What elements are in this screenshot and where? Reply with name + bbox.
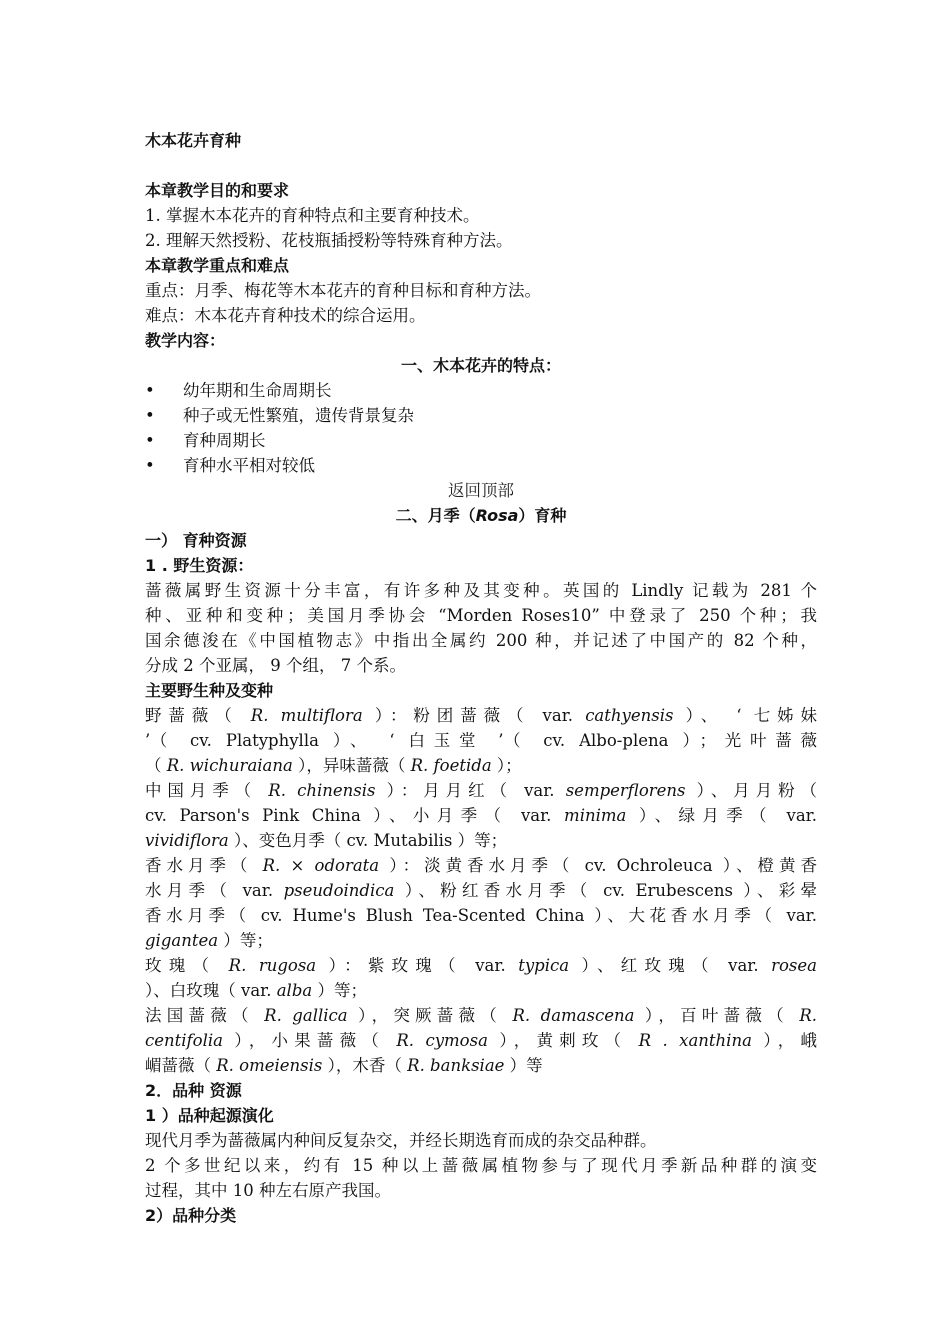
section2-heading (145, 503, 817, 528)
species-latin: R. rugosa (228, 956, 317, 975)
back-to-top-link[interactable]: 返回顶部 (448, 481, 514, 500)
origin-heading: 1 ）品种起源演化 (145, 1106, 274, 1125)
content-heading: 教学内容： (145, 331, 226, 350)
species-text: 香水月季（ (145, 856, 263, 875)
species-latin: semperflorens (565, 781, 686, 800)
species-latin: R. multiflora (250, 706, 363, 725)
species-latin: R. damascena (512, 1006, 635, 1025)
section2-heading-genus: Rosa (475, 506, 519, 525)
species-text: （ (145, 756, 167, 775)
bullet-icon: • (145, 456, 155, 475)
species-text: 嵋蔷薇（ (145, 1056, 217, 1075)
bullet-item (145, 378, 817, 403)
species-text: 中国月季（ (145, 781, 269, 800)
paragraph-line: 现代月季为蔷薇属内种间反复杂交，并经长期选育而成的杂交品种群。 (145, 1131, 657, 1150)
species-line (145, 953, 817, 978)
subsection-heading: 1 . 野生资源： (145, 556, 254, 575)
species-text: 水月季（ var. (145, 881, 284, 900)
species-text: ）：紫玫瑰（ var. (316, 956, 519, 975)
species-text: ）等； (312, 981, 367, 1000)
difficulty-text: 难点：木本花卉育种技术的综合运用。 (145, 306, 426, 325)
bullet-icon: • (145, 381, 155, 400)
bullet-text: 育种周期长 (183, 431, 266, 450)
species-latin: gigantea (145, 931, 219, 950)
paragraph-line: 蔷薇属野生资源十分丰富，有许多种及其变种。英国的 Lindly 记载为 281 个 (145, 581, 817, 600)
section2-heading-pre: 二、月季（ (395, 506, 476, 525)
species-line (145, 728, 817, 753)
section2-heading-post: ）育种 (518, 506, 567, 525)
keypoints-heading: 本章教学重点和难点 (145, 256, 290, 275)
spacer (145, 153, 817, 178)
paragraph-line: 分成 2 个亚属， 9 个组， 7 个系。 (145, 656, 406, 675)
bullet-icon: • (145, 431, 155, 450)
bullet-text: 幼年期和生命周期长 (183, 381, 332, 400)
species-latin: R. foetida (410, 756, 492, 775)
species-text: ）：淡黄香水月季（ cv. Ochroleuca ）、橙黄香 (379, 856, 818, 875)
species-text: ），木香（ (322, 1056, 408, 1075)
species-text: ），峨 (751, 1031, 817, 1050)
species-line (145, 1003, 817, 1028)
species-text: ）、红玫瑰（ var. (569, 956, 772, 975)
species-text: ）等 (504, 1056, 543, 1075)
bullet-icon: • (145, 406, 155, 425)
species-line (145, 778, 817, 803)
species-text: ）、粉红香水月季（ cv. Erubescens ）、彩晕 (394, 881, 817, 900)
species-line (145, 703, 817, 728)
species-latin: R. omeiensis (216, 1056, 323, 1075)
species-line (145, 928, 817, 953)
bullet-text: 种子或无性繁殖，遗传背景复杂 (183, 406, 414, 425)
species-text: ）； (491, 756, 522, 775)
species-text: cv. Parson's Pink China ）、小月季（ var. (145, 806, 565, 825)
species-latin: typica (518, 956, 570, 975)
bullet-text: 育种水平相对较低 (183, 456, 315, 475)
section1-heading: 一、木本花卉的特点： (400, 356, 561, 375)
species-latin: pseudoindica (283, 881, 395, 900)
document-title: 木本花卉育种 (145, 131, 242, 150)
species-text: ），百叶蔷薇（ (634, 1006, 800, 1025)
objective-item: 2. 理解天然授粉、花枝瓶插授粉等特殊育种方法。 (145, 231, 513, 250)
paragraph-line: 过程，其中 10 种左右原产我国。 (145, 1181, 391, 1200)
species-line (145, 1053, 817, 1078)
species-text: 野蔷薇（ (145, 706, 251, 725)
species-text: ），异味蔷薇（ (292, 756, 411, 775)
species-latin: R. × odorata (262, 856, 380, 875)
species-text: ）、月月粉（ (685, 781, 818, 800)
objectives-heading: 本章教学目的和要求 (145, 181, 290, 200)
species-text: ）、 ‘ 七姊妹 (673, 706, 817, 725)
bullet-item (145, 428, 817, 453)
bullet-item (145, 453, 817, 478)
paragraph-line: 国余德浚在《中国植物志》中指出全属约 200 种，并记述了中国产的 82 个种， (145, 631, 817, 650)
subsection-heading: 一） 育种资源 (145, 531, 247, 550)
species-latin: R. chinensis (268, 781, 376, 800)
species-line (145, 1028, 817, 1053)
species-line (145, 903, 817, 928)
bullet-item (145, 403, 817, 428)
document-page (145, 128, 817, 1228)
species-text: ），小果蔷薇（ (222, 1031, 397, 1050)
species-text: ）、变色月季（ cv. Mutabilis ）等； (228, 831, 508, 850)
species-text: ）、白玫瑰（ var. (145, 981, 277, 1000)
species-line (145, 828, 817, 853)
species-line (145, 753, 817, 778)
species-latin: R. (799, 1006, 817, 1025)
species-text: ），突厥蔷薇（ (347, 1006, 513, 1025)
species-latin: R. cymosa (396, 1031, 488, 1050)
paragraph-line: 2 个多世纪以来，约有 15 种以上蔷薇属植物参与了现代月季新品种群的演变 (145, 1156, 817, 1175)
species-latin: R. banksiae (407, 1056, 505, 1075)
subsection-heading: 2．品种 资源 (145, 1081, 242, 1100)
species-text: ）：粉团蔷薇（ var. (362, 706, 586, 725)
species-latin: R. wichuraiana (166, 756, 293, 775)
species-text: ）、绿月季（ var. (626, 806, 817, 825)
species-latin: minima (564, 806, 627, 825)
focus-text: 重点：月季、梅花等木本花卉的育种目标和育种方法。 (145, 281, 541, 300)
species-line (145, 878, 817, 903)
main-species-heading: 主要野生种及变种 (145, 681, 274, 700)
species-latin: rosea (771, 956, 817, 975)
species-text: ’（ cv. Platyphylla ）、 ‘ 白玉堂 ’（ cv. Albo-plena ）；光叶蔷薇 (145, 731, 817, 750)
species-text: ），黄刺玫（ (487, 1031, 639, 1050)
species-latin: centifolia (145, 1031, 223, 1050)
species-latin: vividiflora (145, 831, 229, 850)
species-text: ）等； (218, 931, 273, 950)
species-text: 法国蔷薇（ (145, 1006, 265, 1025)
species-text: 香水月季（ cv. Hume's Blush Tea-Scented China ）、大花香水月季（ var. (145, 906, 817, 925)
species-latin: R. gallica (264, 1006, 348, 1025)
species-text: 玫瑰（ (145, 956, 229, 975)
classification-heading: 2）品种分类 (145, 1206, 237, 1225)
species-line (145, 853, 817, 878)
species-latin: cathyensis (585, 706, 674, 725)
paragraph-line: 种、亚种和变种；美国月季协会 “Morden Roses10” 中登录了 250 个种；我 (145, 606, 817, 625)
species-latin: R . xanthina (638, 1031, 752, 1050)
objective-item: 1. 掌握木本花卉的育种特点和主要育种技术。 (145, 206, 480, 225)
back-to-top-row (145, 478, 817, 503)
species-latin: alba (276, 981, 313, 1000)
species-line (145, 978, 817, 1003)
species-text: ）：月月红（ var. (375, 781, 566, 800)
species-line (145, 803, 817, 828)
